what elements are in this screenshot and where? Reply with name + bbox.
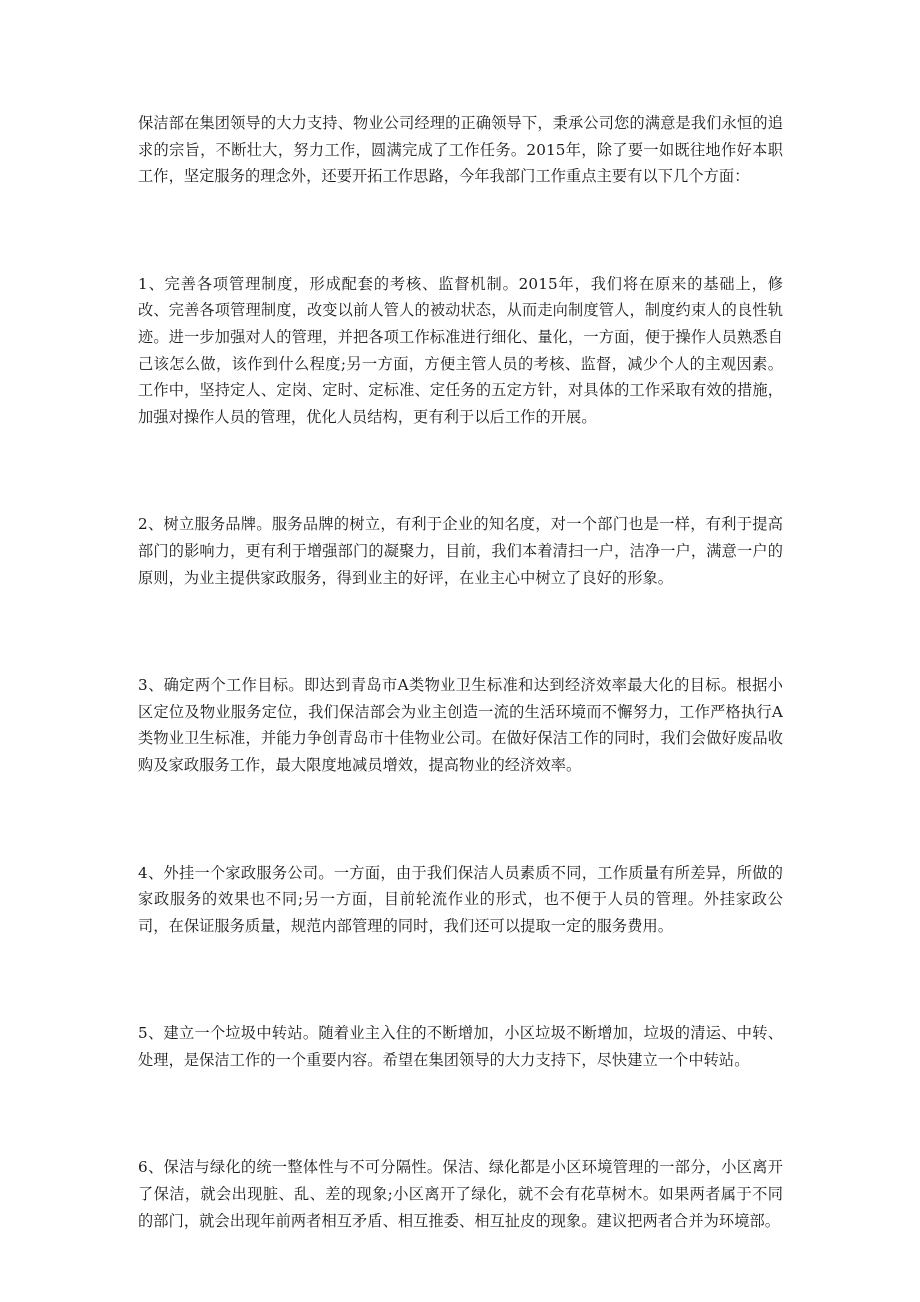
item-paragraph-2: 2、树立服务品牌。服务品牌的树立，有利于企业的知名度，对一个部门也是一样，有利于提高部门的影响力，更有利于增强部门的凝聚力，目前，我们本着清扫一户，洁净一户，满意一户的原则，为业主提供家政服务，得到业主的好评，在业主心中树立了良好的形象。 (138, 515, 783, 587)
item-paragraph-6: 6、保洁与绿化的统一整体性与不可分隔性。保洁、绿化都是小区环境管理的一部分，小区离开了保洁，就会出现脏、乱、差的现象;小区离开了绿化，就不会有花草树木。如果两者属于不同的部门，就会出现年前两者相互矛盾、相互推委、相互扯皮的现象。建议把两者合并为环境部。 (138, 1158, 783, 1230)
item-paragraph-4: 4、外挂一个家政服务公司。一方面，由于我们保洁人员素质不同，工作质量有所差异，所做的家政服务的效果也不同;另一方面，目前轮流作业的形式，也不便于人员的管理。外挂家政公司，在保证服务质量，规范内部管理的同时，我们还可以提取一定的服务费用。 (138, 863, 783, 935)
document-body (138, 110, 783, 1234)
item-paragraph-5: 5、建立一个垃圾中转站。随着业主入住的不断增加，小区垃圾不断增加，垃圾的清运、中转、处理，是保洁工作的一个重要内容。希望在集团领导的大力支持下，尽快建立一个中转站。 (138, 1024, 783, 1069)
item-paragraph-3: 3、确定两个工作目标。即达到青岛市A类物业卫生标准和达到经济效率最大化的目标。根据小区定位及物业服务定位，我们保洁部会为业主创造一流的生活环境而不懈努力，工作严格执行A类物业卫生标准，并能力争创青岛市十佳物业公司。在做好保洁工作的同时，我们会做好废品收购及家政服务工作，最大限度地减员增效，提高物业的经济效率。 (138, 676, 783, 774)
intro-paragraph: 保洁部在集团领导的大力支持、物业公司经理的正确领导下，秉承公司您的满意是我们永恒的追求的宗旨，不断壮大，努力工作，圆满完成了工作任务。2015年，除了要一如既往地作好本职工作，坚定服务的理念外，还要开拓工作思路，今年我部门工作重点主要有以下几个方面： (138, 114, 783, 186)
item-paragraph-1: 1、完善各项管理制度，形成配套的考核、监督机制。2015年，我们将在原来的基础上，修改、完善各项管理制度，改变以前人管人的被动状态，从而走向制度管人，制度约束人的良性轨迹。进一步加强对人的管理，并把各项工作标准进行细化、量化，一方面，便于操作人员熟悉自己该怎么做，该作到什么程度;另一方面，方便主管人员的考核、监督，减少个人的主观因素。工作中，坚持定人、定岗、定时、定标准、定任务的五定方针，对具体的工作采取有效的措施，加强对操作人员的管理，优化人员结构，更有利于以后工作的开展。 (138, 274, 783, 426)
